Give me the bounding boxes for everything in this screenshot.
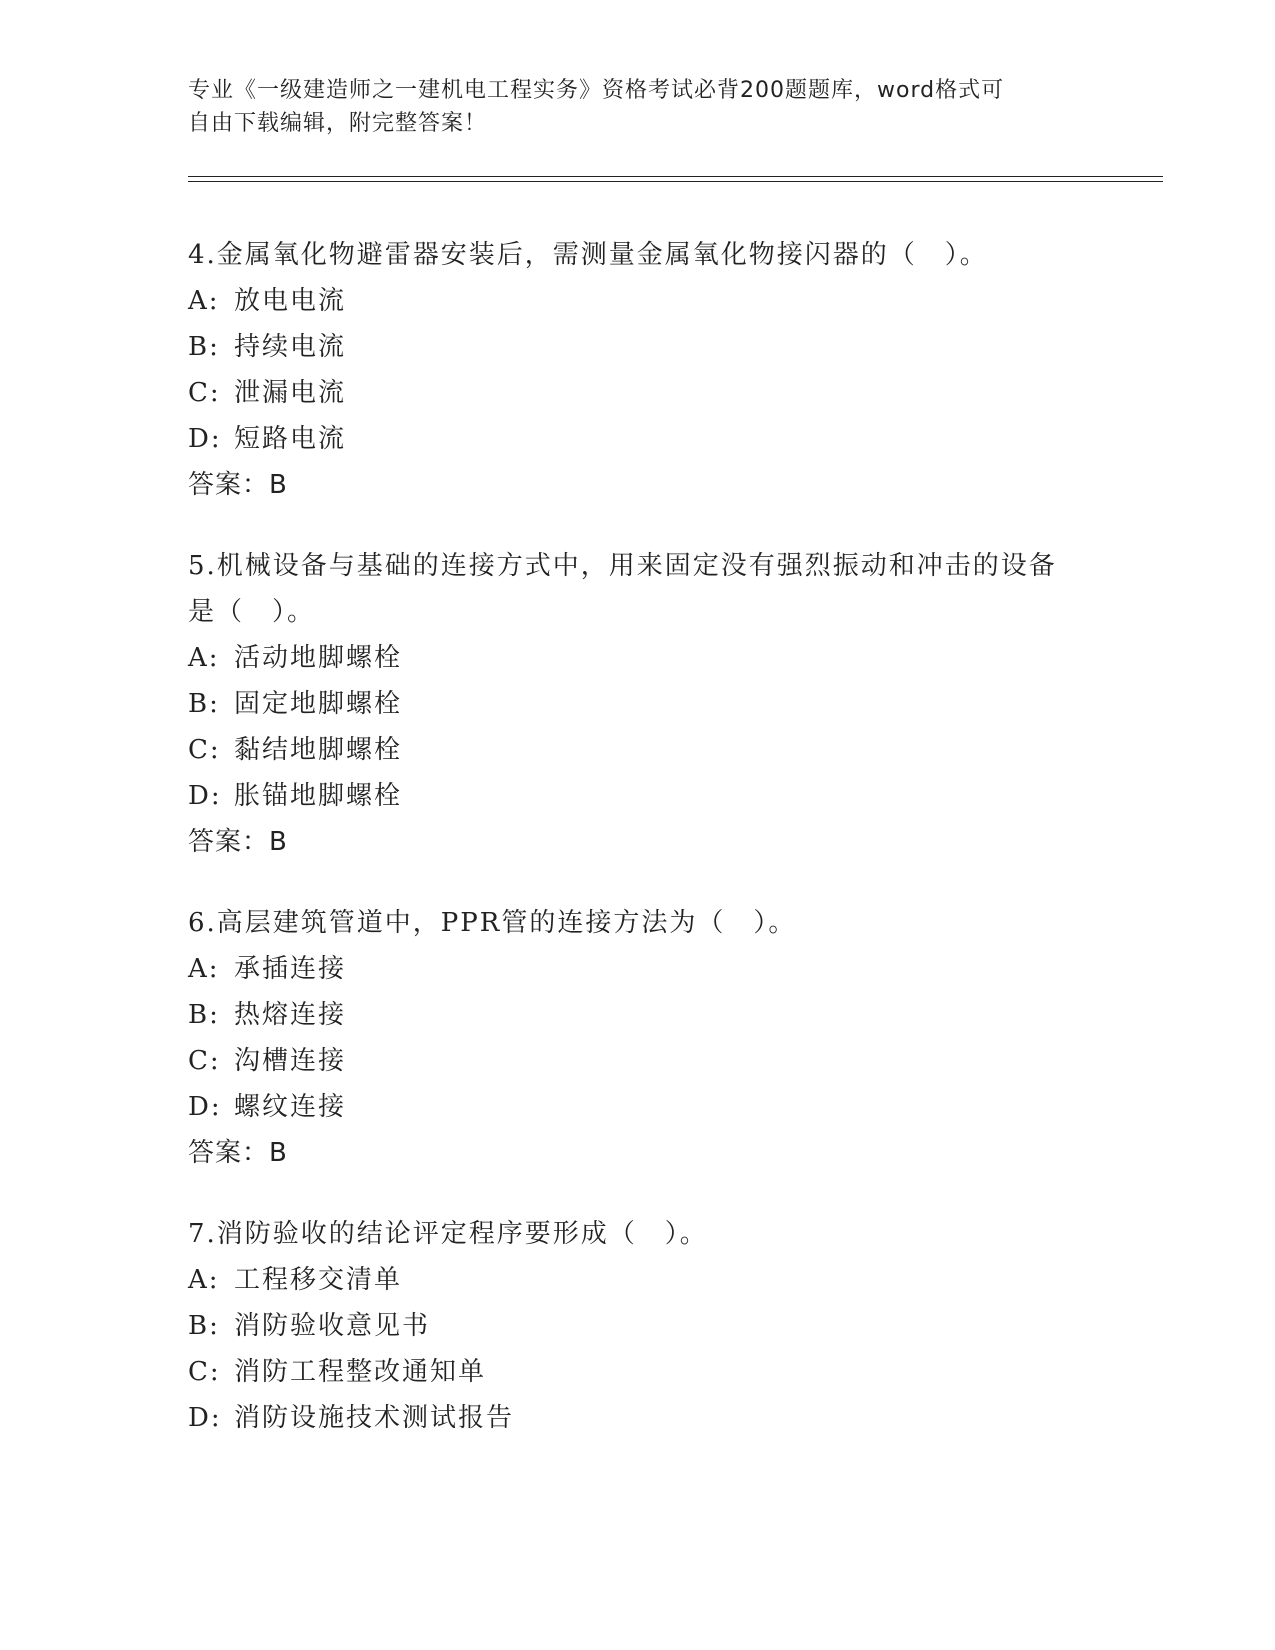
option-letter: A: xyxy=(188,643,220,673)
question-4 xyxy=(188,232,1068,508)
option-letter: A: xyxy=(188,954,220,984)
option-c xyxy=(188,370,1068,416)
option-text: 螺纹连接 xyxy=(234,1092,347,1122)
option-letter: D: xyxy=(188,781,222,811)
option-a xyxy=(188,946,1068,992)
option-d xyxy=(188,1084,1068,1130)
question-stem: 6.高层建筑管道中，PPR管的连接方法为（ ）。 xyxy=(188,908,797,938)
option-text: 泄漏电流 xyxy=(234,378,347,408)
question-stem: 4.金属氧化物避雷器安装后，需测量金属氧化物接闪器的（ ）。 xyxy=(188,240,988,270)
question-stem: 5.机械设备与基础的连接方式中，用来固定没有强烈振动和冲击的设备是（ ）。 xyxy=(188,551,1057,627)
option-letter: A: xyxy=(188,286,220,316)
option-letter: D: xyxy=(188,424,222,454)
option-letter: D: xyxy=(188,1403,222,1433)
option-text: 黏结地脚螺栓 xyxy=(234,735,403,765)
option-c xyxy=(188,727,1068,773)
option-text: 工程移交清单 xyxy=(234,1265,403,1295)
option-text: 消防工程整改通知单 xyxy=(234,1357,487,1387)
answer-line: 答案：B xyxy=(188,470,288,500)
option-c xyxy=(188,1038,1068,1084)
option-letter: C: xyxy=(188,1046,221,1076)
question-7 xyxy=(188,1211,1068,1441)
option-b xyxy=(188,681,1068,727)
option-text: 承插连接 xyxy=(234,954,347,984)
option-text: 消防验收意见书 xyxy=(234,1311,431,1341)
option-b xyxy=(188,324,1068,370)
option-text: 放电电流 xyxy=(234,286,347,316)
document-header xyxy=(188,74,1068,140)
option-letter: B: xyxy=(188,689,220,719)
option-text: 沟槽连接 xyxy=(234,1046,347,1076)
option-text: 固定地脚螺栓 xyxy=(234,689,403,719)
option-text: 消防设施技术测试报告 xyxy=(234,1403,515,1433)
option-letter: C: xyxy=(188,378,221,408)
option-c xyxy=(188,1349,1068,1395)
option-text: 胀锚地脚螺栓 xyxy=(234,781,403,811)
question-stem: 7.消防验收的结论评定程序要形成（ ）。 xyxy=(188,1219,708,1249)
option-letter: B: xyxy=(188,332,220,362)
option-letter: B: xyxy=(188,1311,220,1341)
option-d xyxy=(188,773,1068,819)
option-b xyxy=(188,1303,1068,1349)
header-line-1: 专业《一级建造师之一建机电工程实务》资格考试必背200题题库，word格式可 xyxy=(188,78,1005,103)
option-d xyxy=(188,1395,1068,1441)
option-text: 持续电流 xyxy=(234,332,347,362)
question-5 xyxy=(188,543,1068,865)
option-letter: D: xyxy=(188,1092,222,1122)
option-d xyxy=(188,416,1068,462)
question-list xyxy=(188,232,1068,1476)
option-letter: A: xyxy=(188,1265,220,1295)
option-a xyxy=(188,278,1068,324)
option-letter: C: xyxy=(188,735,221,765)
question-6 xyxy=(188,900,1068,1176)
option-text: 短路电流 xyxy=(234,424,347,454)
option-letter: B: xyxy=(188,1000,220,1030)
header-divider-bottom xyxy=(188,181,1163,182)
option-text: 热熔连接 xyxy=(234,1000,347,1030)
answer-line: 答案：B xyxy=(188,827,288,857)
option-text: 活动地脚螺栓 xyxy=(234,643,403,673)
answer-line: 答案：B xyxy=(188,1138,288,1168)
option-letter: C: xyxy=(188,1357,221,1387)
option-a xyxy=(188,635,1068,681)
header-divider-top xyxy=(188,176,1163,177)
header-line-2: 自由下载编辑，附完整答案！ xyxy=(188,111,488,136)
option-b xyxy=(188,992,1068,1038)
option-a xyxy=(188,1257,1068,1303)
